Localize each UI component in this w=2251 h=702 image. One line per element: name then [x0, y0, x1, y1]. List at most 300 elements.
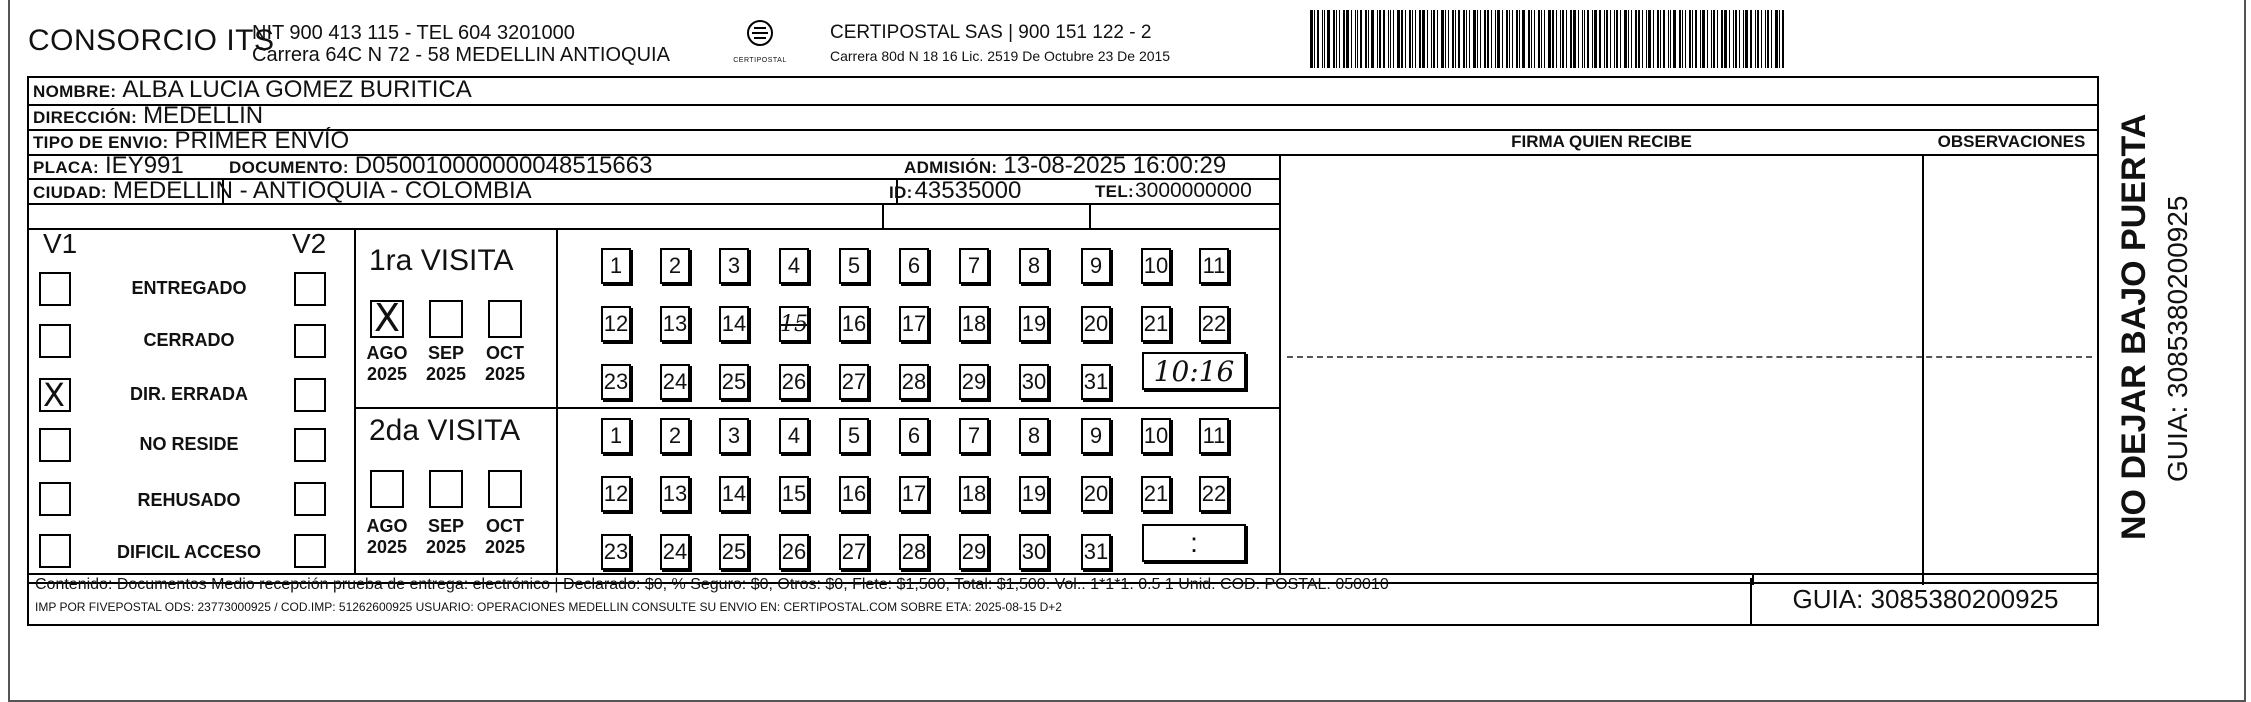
- visit2-day-16[interactable]: [839, 476, 869, 512]
- barcode-bar: [1779, 10, 1780, 68]
- visit1-day-5[interactable]: [839, 248, 869, 284]
- barcode-bar: [1614, 10, 1615, 68]
- visit1-day-label: 29: [961, 369, 987, 394]
- barcode-bar: [1452, 10, 1454, 68]
- visit2-day-label: 24: [662, 539, 688, 564]
- visit1-day-10[interactable]: [1141, 248, 1171, 284]
- barcode-bar: [1755, 10, 1756, 68]
- visit2-month-sep-box[interactable]: [429, 470, 463, 508]
- barcode-bar: [1431, 10, 1432, 68]
- visit1-day-label: 8: [1027, 253, 1041, 278]
- barcode-bar: [1562, 10, 1564, 68]
- documento-label: DOCUMENTO:: [229, 158, 349, 177]
- barcode-bar: [1351, 10, 1352, 68]
- visit1-day-23[interactable]: [601, 364, 631, 400]
- barcode-bar: [1397, 10, 1400, 68]
- v2-label: V2: [292, 228, 327, 259]
- visit1-day-3[interactable]: [719, 248, 749, 284]
- visit1-day-label: 24: [662, 369, 688, 394]
- visit2-day-label: 12: [603, 481, 629, 506]
- visit2-day-28[interactable]: [899, 534, 929, 570]
- barcode-bar: [1594, 10, 1597, 68]
- visit2-day-label: 1: [609, 423, 623, 448]
- barcode-bar: [1584, 10, 1585, 68]
- barcode-bar: [1458, 10, 1460, 68]
- barcode-bar: [1401, 10, 1403, 68]
- visit1-day-label: 4: [787, 253, 801, 278]
- barcode-bar: [1368, 10, 1369, 68]
- barcode-bar: [1324, 10, 1325, 68]
- status-label-dir-errada: DIR. ERRADA: [129, 384, 248, 404]
- barcode-bar: [1657, 10, 1659, 68]
- barcode-bar: [1733, 10, 1734, 68]
- ciudad-value: MEDELLIN - ANTIOQUIA - COLOMBIA: [112, 177, 532, 204]
- barcode-bar: [1357, 10, 1358, 68]
- visit1-day-22[interactable]: [1199, 306, 1229, 342]
- barcode-bar: [1480, 10, 1481, 68]
- barcode-bar: [1713, 10, 1715, 68]
- barcode-bar: [1663, 10, 1665, 68]
- visit2-title: 2da VISITA: [369, 414, 521, 447]
- visit1-day-label: 6: [907, 253, 921, 278]
- visit2-day-20[interactable]: [1081, 476, 1111, 512]
- barcode-bar: [1491, 10, 1492, 68]
- barcode-bar: [1355, 10, 1356, 68]
- visit1-day-21[interactable]: [1141, 306, 1171, 342]
- barcode-bar: [1541, 10, 1542, 68]
- visit2-day-2[interactable]: [660, 418, 690, 454]
- visit2-day-label: 16: [841, 481, 867, 506]
- barcode-bar: [1648, 10, 1651, 68]
- barcode-bar: [1437, 10, 1438, 68]
- footer-guia: GUIA: 3085380200925: [1792, 584, 2059, 614]
- visit1-month-sep-label: SEP 2025: [425, 343, 467, 384]
- side-no-dejar-bajo-puerta: NO DEJAR BAJO PUERTA: [2115, 113, 2153, 540]
- barcode-bar: [1339, 10, 1340, 68]
- tipo-envio-label: TIPO DE ENVIO:: [33, 133, 169, 152]
- barcode-bar: [1610, 10, 1611, 68]
- barcode-bar: [1377, 10, 1378, 68]
- visit1-day-label: 14: [721, 311, 747, 336]
- barcode-bar: [1653, 10, 1654, 68]
- certipostal-logo: [728, 18, 792, 62]
- visit1-day-label: 16: [841, 311, 867, 336]
- barcode-bar: [1670, 10, 1671, 68]
- visit2-day-21[interactable]: [1141, 476, 1171, 512]
- barcode-bar: [1473, 10, 1476, 68]
- visit2-day-label: 18: [961, 481, 987, 506]
- barcode-bar: [1419, 10, 1421, 68]
- barcode-bar: [1606, 10, 1608, 68]
- visit1-month-sep-box[interactable]: [429, 300, 463, 338]
- visit2-day-30[interactable]: [1019, 534, 1049, 570]
- barcode-bar: [1522, 10, 1525, 68]
- visit2-day-26[interactable]: [779, 534, 809, 570]
- barcode-bar: [1599, 10, 1601, 68]
- direccion-value: MEDELLIN: [143, 102, 264, 129]
- v1-checkbox-dificil-acceso[interactable]: [39, 534, 71, 568]
- barcode-bar: [1528, 10, 1530, 68]
- visit1-day-label: 11: [1202, 253, 1226, 278]
- visit2-day-label: 13: [662, 481, 688, 506]
- visit1-day-2[interactable]: [660, 248, 690, 284]
- visit2-day-label: 30: [1021, 539, 1047, 564]
- visit2-day-31[interactable]: [1081, 534, 1111, 570]
- visit2-day-15[interactable]: [779, 476, 809, 512]
- barcode-bar: [1660, 10, 1661, 68]
- visit2-day-label: 4: [787, 423, 801, 448]
- visit1-day-7[interactable]: [959, 248, 989, 284]
- visit2-day-22[interactable]: [1199, 476, 1229, 512]
- barcode-bar: [1782, 10, 1784, 68]
- visit2-day-18[interactable]: [959, 476, 989, 512]
- visit2-day-label: 19: [1021, 481, 1047, 506]
- barcode-bar: [1314, 10, 1315, 68]
- visit1-day-30[interactable]: [1019, 364, 1049, 400]
- visit2-day-23[interactable]: [601, 534, 631, 570]
- visit1-day-14[interactable]: [719, 306, 749, 342]
- visit1-month-ago-label: AGO 2025: [366, 343, 408, 384]
- visit2-day-19[interactable]: [1019, 476, 1049, 512]
- barcode-bar: [1512, 10, 1513, 68]
- barcode-bar: [1638, 10, 1640, 68]
- barcode-bar: [1689, 10, 1691, 68]
- visit1-day-16[interactable]: [839, 306, 869, 342]
- signature-line: [1287, 356, 2092, 358]
- visit1-day-31[interactable]: [1081, 364, 1111, 400]
- visit2-day-label: 22: [1201, 481, 1227, 506]
- visit1-day-11[interactable]: [1199, 248, 1229, 284]
- v1-checkbox-rehusado[interactable]: [39, 482, 71, 516]
- visit1-day-15[interactable]: [779, 306, 809, 342]
- visit2-day-label: 26: [781, 539, 807, 564]
- visit1-day-label: 10: [1143, 253, 1169, 278]
- visit1-day-label: 17: [901, 311, 927, 336]
- ciudad-label: CIUDAD:: [33, 183, 107, 202]
- admision-label: ADMISIÓN:: [904, 158, 998, 177]
- visit2-day-label: 29: [961, 539, 987, 564]
- visit1-day-20[interactable]: [1081, 306, 1111, 342]
- barcode-bar: [1317, 10, 1319, 68]
- visit2-day-10[interactable]: [1141, 418, 1171, 454]
- barcode-bar: [1415, 10, 1416, 68]
- visit2-day-label: 25: [721, 539, 747, 564]
- nombre-label: NOMBRE:: [33, 82, 117, 101]
- barcode-bar: [1502, 10, 1503, 68]
- courier-line: CERTIPOSTAL SAS | 900 151 122 - 2: [830, 22, 1152, 43]
- status-label-no-reside: NO RESIDE: [139, 434, 239, 454]
- v2-checkbox-rehusado[interactable]: [294, 482, 326, 516]
- visit1-day-label: 23: [603, 369, 629, 394]
- visit1-day-24[interactable]: [660, 364, 690, 400]
- admision-value: 13-08-2025 16:00:29: [1003, 152, 1227, 179]
- barcode-bar: [1463, 10, 1465, 68]
- visit1-day-label: 22: [1201, 311, 1227, 336]
- tel-label: TEL:: [1095, 182, 1134, 201]
- visit1-day-label: 28: [901, 369, 927, 394]
- barcode-bar: [1409, 10, 1411, 68]
- v1-label: V1: [43, 228, 78, 259]
- barcode-bar: [1519, 10, 1520, 68]
- barcode-bar: [1711, 10, 1712, 68]
- admision-field: [904, 152, 1226, 180]
- tel-field: [1095, 179, 1252, 203]
- visit1-day-label: 21: [1143, 311, 1169, 336]
- barcode-bar: [1371, 10, 1374, 68]
- barcode-bar: [1682, 10, 1683, 68]
- v1-checkbox-dir-errada[interactable]: X: [39, 378, 71, 412]
- status-label-entregado: ENTREGADO: [131, 278, 247, 298]
- id-label: ID:: [889, 183, 913, 202]
- visit1-day-label: 2: [668, 253, 682, 278]
- barcode-bar: [1383, 10, 1385, 68]
- barcode-bar: [1469, 10, 1470, 68]
- barcode-bar: [1721, 10, 1723, 68]
- barcode-bar: [1336, 10, 1337, 68]
- v2-checkbox-entregado[interactable]: [294, 272, 326, 306]
- id-value: 43535000: [914, 177, 1022, 204]
- visit1-title: 1ra VISITA: [369, 244, 514, 277]
- barcode-bar: [1592, 10, 1593, 68]
- barcode-bar: [1771, 10, 1772, 68]
- visit1-day-label: 27: [841, 369, 867, 394]
- visit2-day-label: 21: [1143, 481, 1169, 506]
- barcode-bar: [1531, 10, 1532, 68]
- visit1-month-oct-label: OCT 2025: [484, 343, 526, 384]
- visit1-day-13[interactable]: [660, 306, 690, 342]
- visit2-day-27[interactable]: [839, 534, 869, 570]
- visit1-day-label: 30: [1021, 369, 1047, 394]
- visit2-day-3[interactable]: [719, 418, 749, 454]
- barcode-bar: [1346, 10, 1349, 68]
- visit2-day-24[interactable]: [660, 534, 690, 570]
- visit2-day-label: 28: [901, 539, 927, 564]
- visit2-day-label: 10: [1143, 423, 1169, 448]
- visit1-day-4[interactable]: [779, 248, 809, 284]
- barcode-bar: [1679, 10, 1681, 68]
- visit1-time-box[interactable]: [1142, 352, 1246, 390]
- company-info: [252, 22, 670, 66]
- tel-value: 3000000000: [1134, 179, 1252, 202]
- barcode-bar: [1624, 10, 1627, 68]
- visit2-day-4[interactable]: [779, 418, 809, 454]
- visit2-month-ago-box[interactable]: [370, 470, 404, 508]
- barcode-bar: [1393, 10, 1394, 68]
- nombre-field: [33, 76, 472, 104]
- barcode-bar: [1487, 10, 1489, 68]
- v1-checkbox-entregado[interactable]: [39, 272, 71, 306]
- visit2-day-17[interactable]: [899, 476, 929, 512]
- barcode-bar: [1692, 10, 1693, 68]
- barcode-bar: [1700, 10, 1701, 68]
- visit2-month-oct-box[interactable]: [488, 470, 522, 508]
- barcode-bar: [1534, 10, 1535, 68]
- barcode-bar: [1620, 10, 1621, 68]
- barcode-bar: [1628, 10, 1629, 68]
- visit1-day-label: 18: [961, 311, 987, 336]
- visit2-day-label: 11: [1202, 423, 1226, 448]
- v2-checkbox-no-reside[interactable]: [294, 428, 326, 462]
- visit2-day-12[interactable]: [601, 476, 631, 512]
- barcode-bar: [1445, 10, 1446, 68]
- visit2-day-11[interactable]: [1199, 418, 1229, 454]
- tipo-envio-value: PRIMER ENVÍO: [174, 127, 350, 154]
- barcode-bar: [1548, 10, 1551, 68]
- v2-checkbox-dificil-acceso[interactable]: [294, 534, 326, 568]
- barcode-bar: [1604, 10, 1605, 68]
- address-line: Carrera 64C N 72 - 58 MEDELLIN ANTIOQUIA: [252, 44, 670, 66]
- visit2-day-label: 15: [781, 481, 807, 506]
- barcode-bar: [1405, 10, 1406, 68]
- placa-field: [33, 152, 184, 180]
- id-field: [889, 177, 1021, 205]
- barcode-bar: [1509, 10, 1510, 68]
- visit2-time-value: :: [1190, 527, 1198, 558]
- courier-info: [830, 22, 1170, 64]
- barcode-bar: [1455, 10, 1456, 68]
- visit1-day-label: 26: [781, 369, 807, 394]
- barcode-bar: [1552, 10, 1554, 68]
- logo-caption: CERTIPOSTAL: [733, 57, 787, 64]
- visit2-day-label: 23: [603, 539, 629, 564]
- visit2-day-25[interactable]: [719, 534, 749, 570]
- barcode-bar: [1544, 10, 1545, 68]
- visit2-day-label: 7: [967, 423, 981, 448]
- barcode-bar: [1477, 10, 1478, 68]
- visit1-day-19[interactable]: [1019, 306, 1049, 342]
- status-label-cerrado: CERRADO: [143, 330, 235, 350]
- visit1-day-label: 13: [662, 311, 688, 336]
- logo-icon: [728, 18, 792, 52]
- visit2-day-label: 6: [907, 423, 921, 448]
- visit2-day-9[interactable]: [1081, 418, 1111, 454]
- visit2-month-sep-label: SEP 2025: [425, 516, 467, 557]
- visit1-day-9[interactable]: [1081, 248, 1111, 284]
- barcode-bar: [1745, 10, 1748, 68]
- v2-checkbox-dir-errada[interactable]: [294, 378, 326, 412]
- direccion-field: [33, 102, 263, 130]
- placa-label: PLACA:: [33, 158, 100, 177]
- barcode-bar: [1724, 10, 1727, 68]
- visit2-day-13[interactable]: [660, 476, 690, 512]
- visit1-month-oct-box[interactable]: [488, 300, 522, 338]
- visit2-month-oct-label: OCT 2025: [484, 516, 526, 557]
- barcode-bar: [1646, 10, 1647, 68]
- visit1-day-label: 25: [721, 369, 747, 394]
- visit1-day-1[interactable]: [601, 248, 631, 284]
- barcode-bar: [1412, 10, 1413, 68]
- barcode-bar: [1506, 10, 1508, 68]
- barcode-bar: [1441, 10, 1444, 68]
- visit2-day-29[interactable]: [959, 534, 989, 570]
- barcode-bar: [1388, 10, 1389, 68]
- visit2-day-label: 31: [1083, 539, 1109, 564]
- barcode-bar: [1739, 10, 1740, 68]
- barcode-bar: [1642, 10, 1643, 68]
- barcode-bar: [1422, 10, 1425, 68]
- visit2-day-label: 8: [1027, 423, 1041, 448]
- v1-checkbox-cerrado[interactable]: [39, 324, 71, 358]
- visit1-time-value: 10:16: [1153, 354, 1235, 388]
- barcode-bar: [1427, 10, 1428, 68]
- barcode-bar: [1556, 10, 1557, 68]
- firma-header: FIRMA QUIEN RECIBE: [1511, 132, 1692, 151]
- barcode-bar: [1631, 10, 1632, 68]
- barcode-bar: [1365, 10, 1367, 68]
- visit2-day-label: 17: [901, 481, 927, 506]
- status-label-dificil-acceso: DIFICIL ACCESO: [116, 542, 261, 562]
- visit2-day-1[interactable]: [601, 418, 631, 454]
- barcode-bar: [1322, 10, 1323, 68]
- barcode-bar: [1333, 10, 1335, 68]
- visit1-day-29[interactable]: [959, 364, 989, 400]
- barcode-bar: [1717, 10, 1718, 68]
- visit2-month-ago-label: AGO 2025: [366, 516, 408, 557]
- visit1-day-26[interactable]: [779, 364, 809, 400]
- barcode-bar: [1379, 10, 1381, 68]
- visit2-time-box[interactable]: [1142, 524, 1246, 562]
- courier-address: Carrera 80d N 18 16 Lic. 2519 De Octubre 23 De 2015: [830, 48, 1171, 64]
- visit1-day-17[interactable]: [899, 306, 929, 342]
- barcode-bar: [1538, 10, 1540, 68]
- visit1-day-18[interactable]: [959, 306, 989, 342]
- barcode-bar: [1735, 10, 1737, 68]
- visit2-day-6[interactable]: [899, 418, 929, 454]
- visit2-day-7[interactable]: [959, 418, 989, 454]
- visit1-day-25[interactable]: [719, 364, 749, 400]
- barcode-bar: [1743, 10, 1744, 68]
- barcode-bar: [1327, 10, 1330, 68]
- visit2-day-8[interactable]: [1019, 418, 1049, 454]
- footer-imp-line: IMP POR FIVEPOSTAL ODS: 23773000925 / COD.IMP: 51262600925 USUARIO: OPERACIONES MEDELLIN CONSULTE SU ENVIO EN: CERTIPOSTAL.COM SOBRE ETA: 2025-08-15 D+2: [35, 600, 1062, 614]
- documento-value: D050010000000048515663: [354, 152, 653, 179]
- visit1-day-28[interactable]: [899, 364, 929, 400]
- visit1-day-12[interactable]: [601, 306, 631, 342]
- barcode-bar: [1750, 10, 1752, 68]
- barcode-bar: [1673, 10, 1676, 68]
- side-guia: GUIA: 3085380200925: [2162, 195, 2193, 482]
- barcode-bar: [1566, 10, 1567, 68]
- visit1-month-ago-box[interactable]: X: [370, 300, 404, 338]
- barcode-bar: [1767, 10, 1769, 68]
- visit1-day-6[interactable]: [899, 248, 929, 284]
- barcode-bar: [1484, 10, 1486, 68]
- visit2-day-14[interactable]: [719, 476, 749, 512]
- visit2-day-5[interactable]: [839, 418, 869, 454]
- barcode-bar: [1761, 10, 1762, 68]
- barcode-bar: [1573, 10, 1576, 68]
- observaciones-header: OBSERVACIONES: [1937, 132, 2086, 151]
- visit2-day-label: 5: [847, 423, 861, 448]
- visit1-day-label: 15: [780, 311, 808, 337]
- barcode-bar: [1582, 10, 1583, 68]
- v1-checkbox-no-reside[interactable]: [39, 428, 71, 462]
- company-name: CONSORCIO ITS: [28, 24, 275, 57]
- visit1-day-27[interactable]: [839, 364, 869, 400]
- visit1-day-label: 3: [727, 253, 741, 278]
- visit1-day-label: 12: [603, 311, 629, 336]
- barcode-bar: [1466, 10, 1467, 68]
- v2-checkbox-cerrado[interactable]: [294, 324, 326, 358]
- visit2-day-label: 20: [1083, 481, 1109, 506]
- ciudad-field: [33, 177, 532, 205]
- documento-field: [229, 152, 652, 180]
- barcode-bar: [1635, 10, 1637, 68]
- barcode-bar: [1497, 10, 1500, 68]
- visit1-day-8[interactable]: [1019, 248, 1049, 284]
- footer-contenido: Contenido: Documentos Medio recepción prueba de entrega: electrónico | Declarado: $0, % Seguro: $0, Otros: $0, Flete: $1,500, Total: $1,500. Vol.. 1*1*1. 0.5 1 Unid. COD. POSTAL. 050010: [35, 576, 1389, 593]
- barcode-bar: [1695, 10, 1697, 68]
